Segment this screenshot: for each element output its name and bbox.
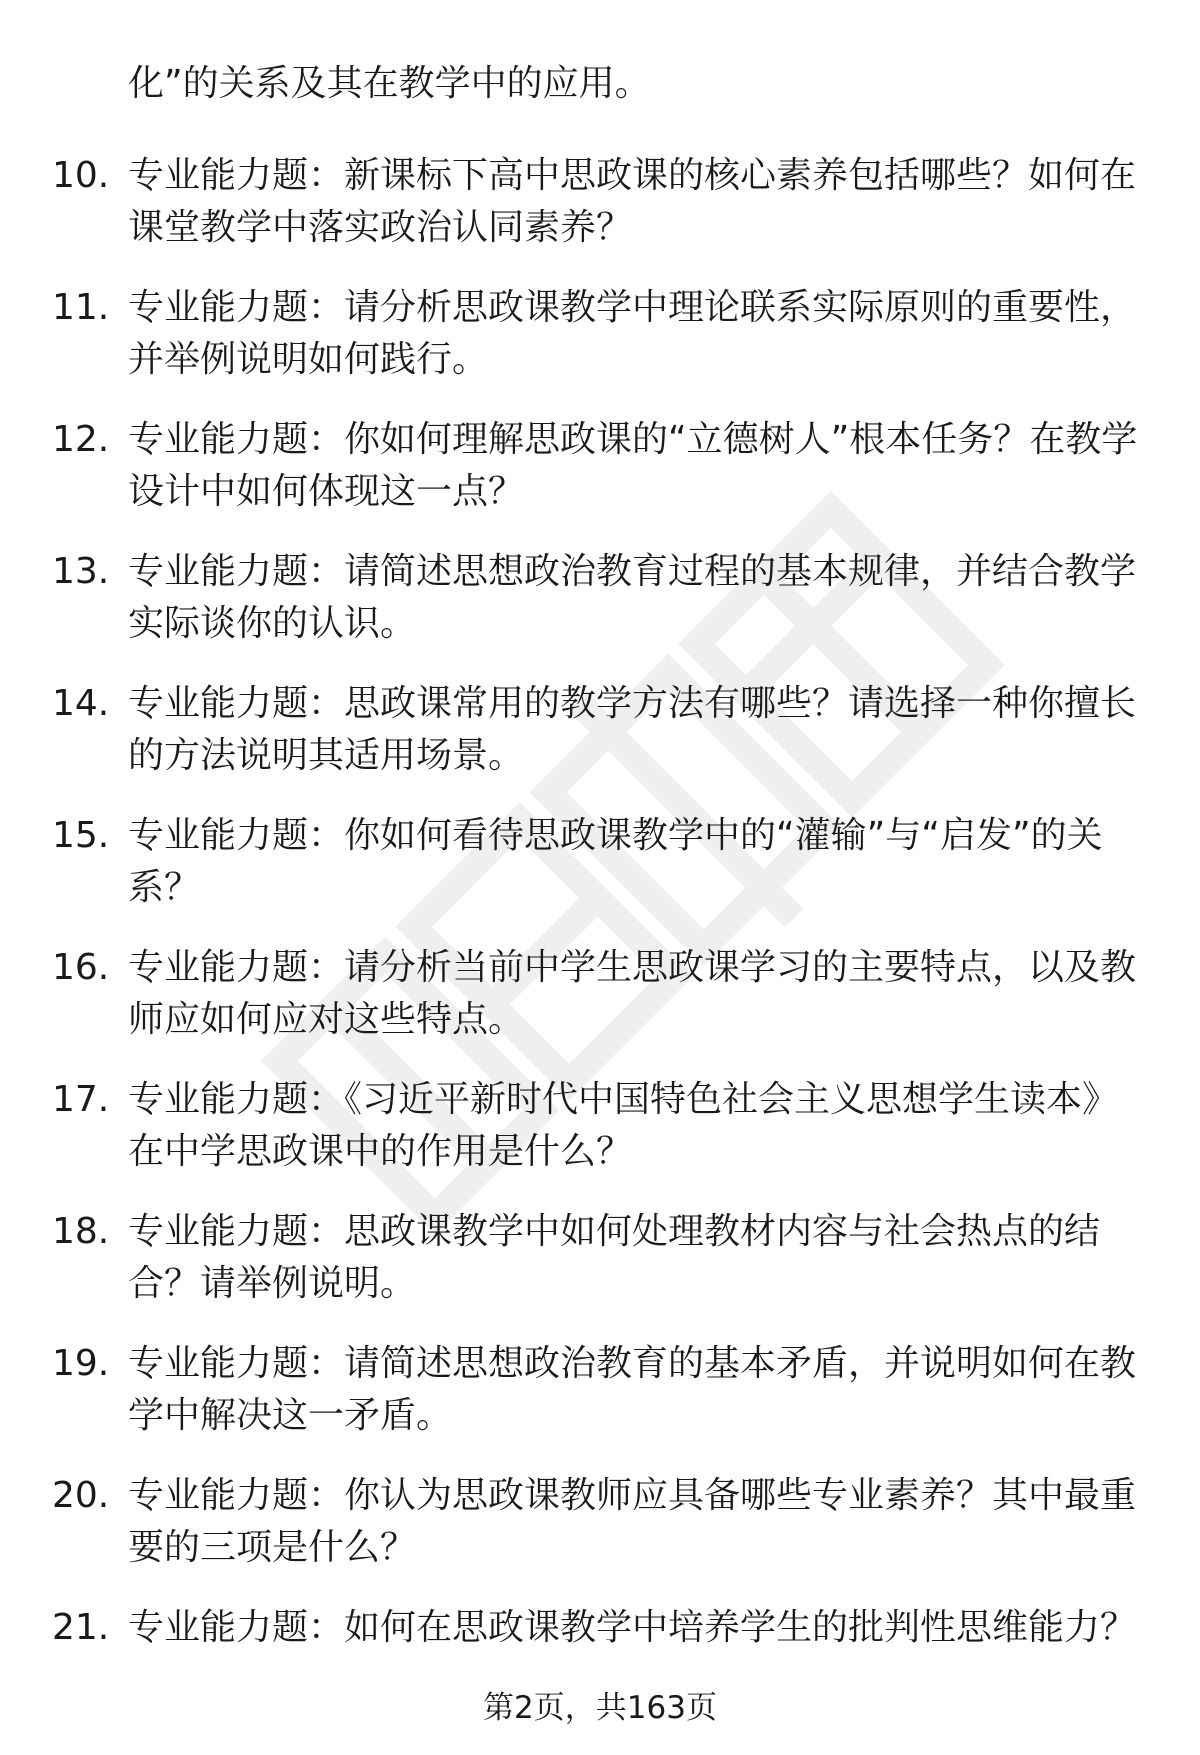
question-item (0, 1470, 1200, 1602)
question-text: 专业能力题：请分析思政课教学中理论联系实际原则的重要性，并举例说明如何践行。 (128, 287, 1137, 380)
question-item (0, 414, 1200, 546)
question-text: 专业能力题：请简述思想政治教育的基本矛盾，并说明如何在教学中解决这一矛盾。 (128, 1343, 1137, 1436)
question-number: 13. (52, 551, 110, 592)
question-text: 专业能力题：你认为思政课教师应具备哪些专业素养？其中最重要的三项是什么？ (128, 1475, 1137, 1568)
question-item (0, 1602, 1200, 1682)
page-number-footer: 第2页，共163页 (483, 1690, 717, 1726)
question-text: 专业能力题：请简述思想政治教育过程的基本规律，并结合教学实际谈你的认识。 (128, 551, 1137, 644)
question-item (0, 1074, 1200, 1206)
question-text: 专业能力题：如何在思政课教学中培养学生的批判性思维能力？ (128, 1607, 1137, 1648)
question-number: 14. (52, 683, 110, 724)
question-item (0, 150, 1200, 282)
question-number: 15. (52, 815, 110, 856)
continued-question-text: 化”的关系及其在教学中的应用。 (128, 63, 651, 104)
question-item (0, 546, 1200, 678)
question-item (0, 942, 1200, 1074)
question-item (0, 810, 1200, 942)
question-number: 11. (52, 287, 110, 328)
question-number: 21. (52, 1607, 110, 1648)
question-item (0, 678, 1200, 810)
question-text: 专业能力题：思政课教学中如何处理教材内容与社会热点的结合？请举例说明。 (128, 1211, 1101, 1304)
question-number: 10. (52, 155, 110, 196)
question-number: 17. (52, 1079, 110, 1120)
question-number: 18. (52, 1211, 110, 1252)
question-list (0, 150, 1200, 1682)
question-number: 12. (52, 419, 110, 460)
question-text: 专业能力题：新课标下高中思政课的核心素养包括哪些？如何在课堂教学中落实政治认同素养？ (128, 155, 1137, 248)
question-text: 专业能力题：你如何看待思政课教学中的“灌输”与“启发”的关系？ (128, 815, 1103, 908)
question-number: 19. (52, 1343, 110, 1384)
question-text: 专业能力题：你如何理解思政课的“立德树人”根本任务？在教学设计中如何体现这一点？ (128, 419, 1138, 512)
question-number: 16. (52, 947, 110, 988)
question-text: 专业能力题：思政课常用的教学方法有哪些？请选择一种你擅长的方法说明其适用场景。 (128, 683, 1137, 776)
question-item (0, 1338, 1200, 1470)
question-number: 20. (52, 1475, 110, 1516)
question-item (0, 282, 1200, 414)
question-text: 专业能力题：《习近平新时代中国特色社会主义思想学生读本》在中学思政课中的作用是什么？ (128, 1079, 1119, 1172)
question-text: 专业能力题：请分析当前中学生思政课学习的主要特点，以及教师应如何应对这些特点。 (128, 947, 1137, 1040)
question-item (0, 1206, 1200, 1338)
